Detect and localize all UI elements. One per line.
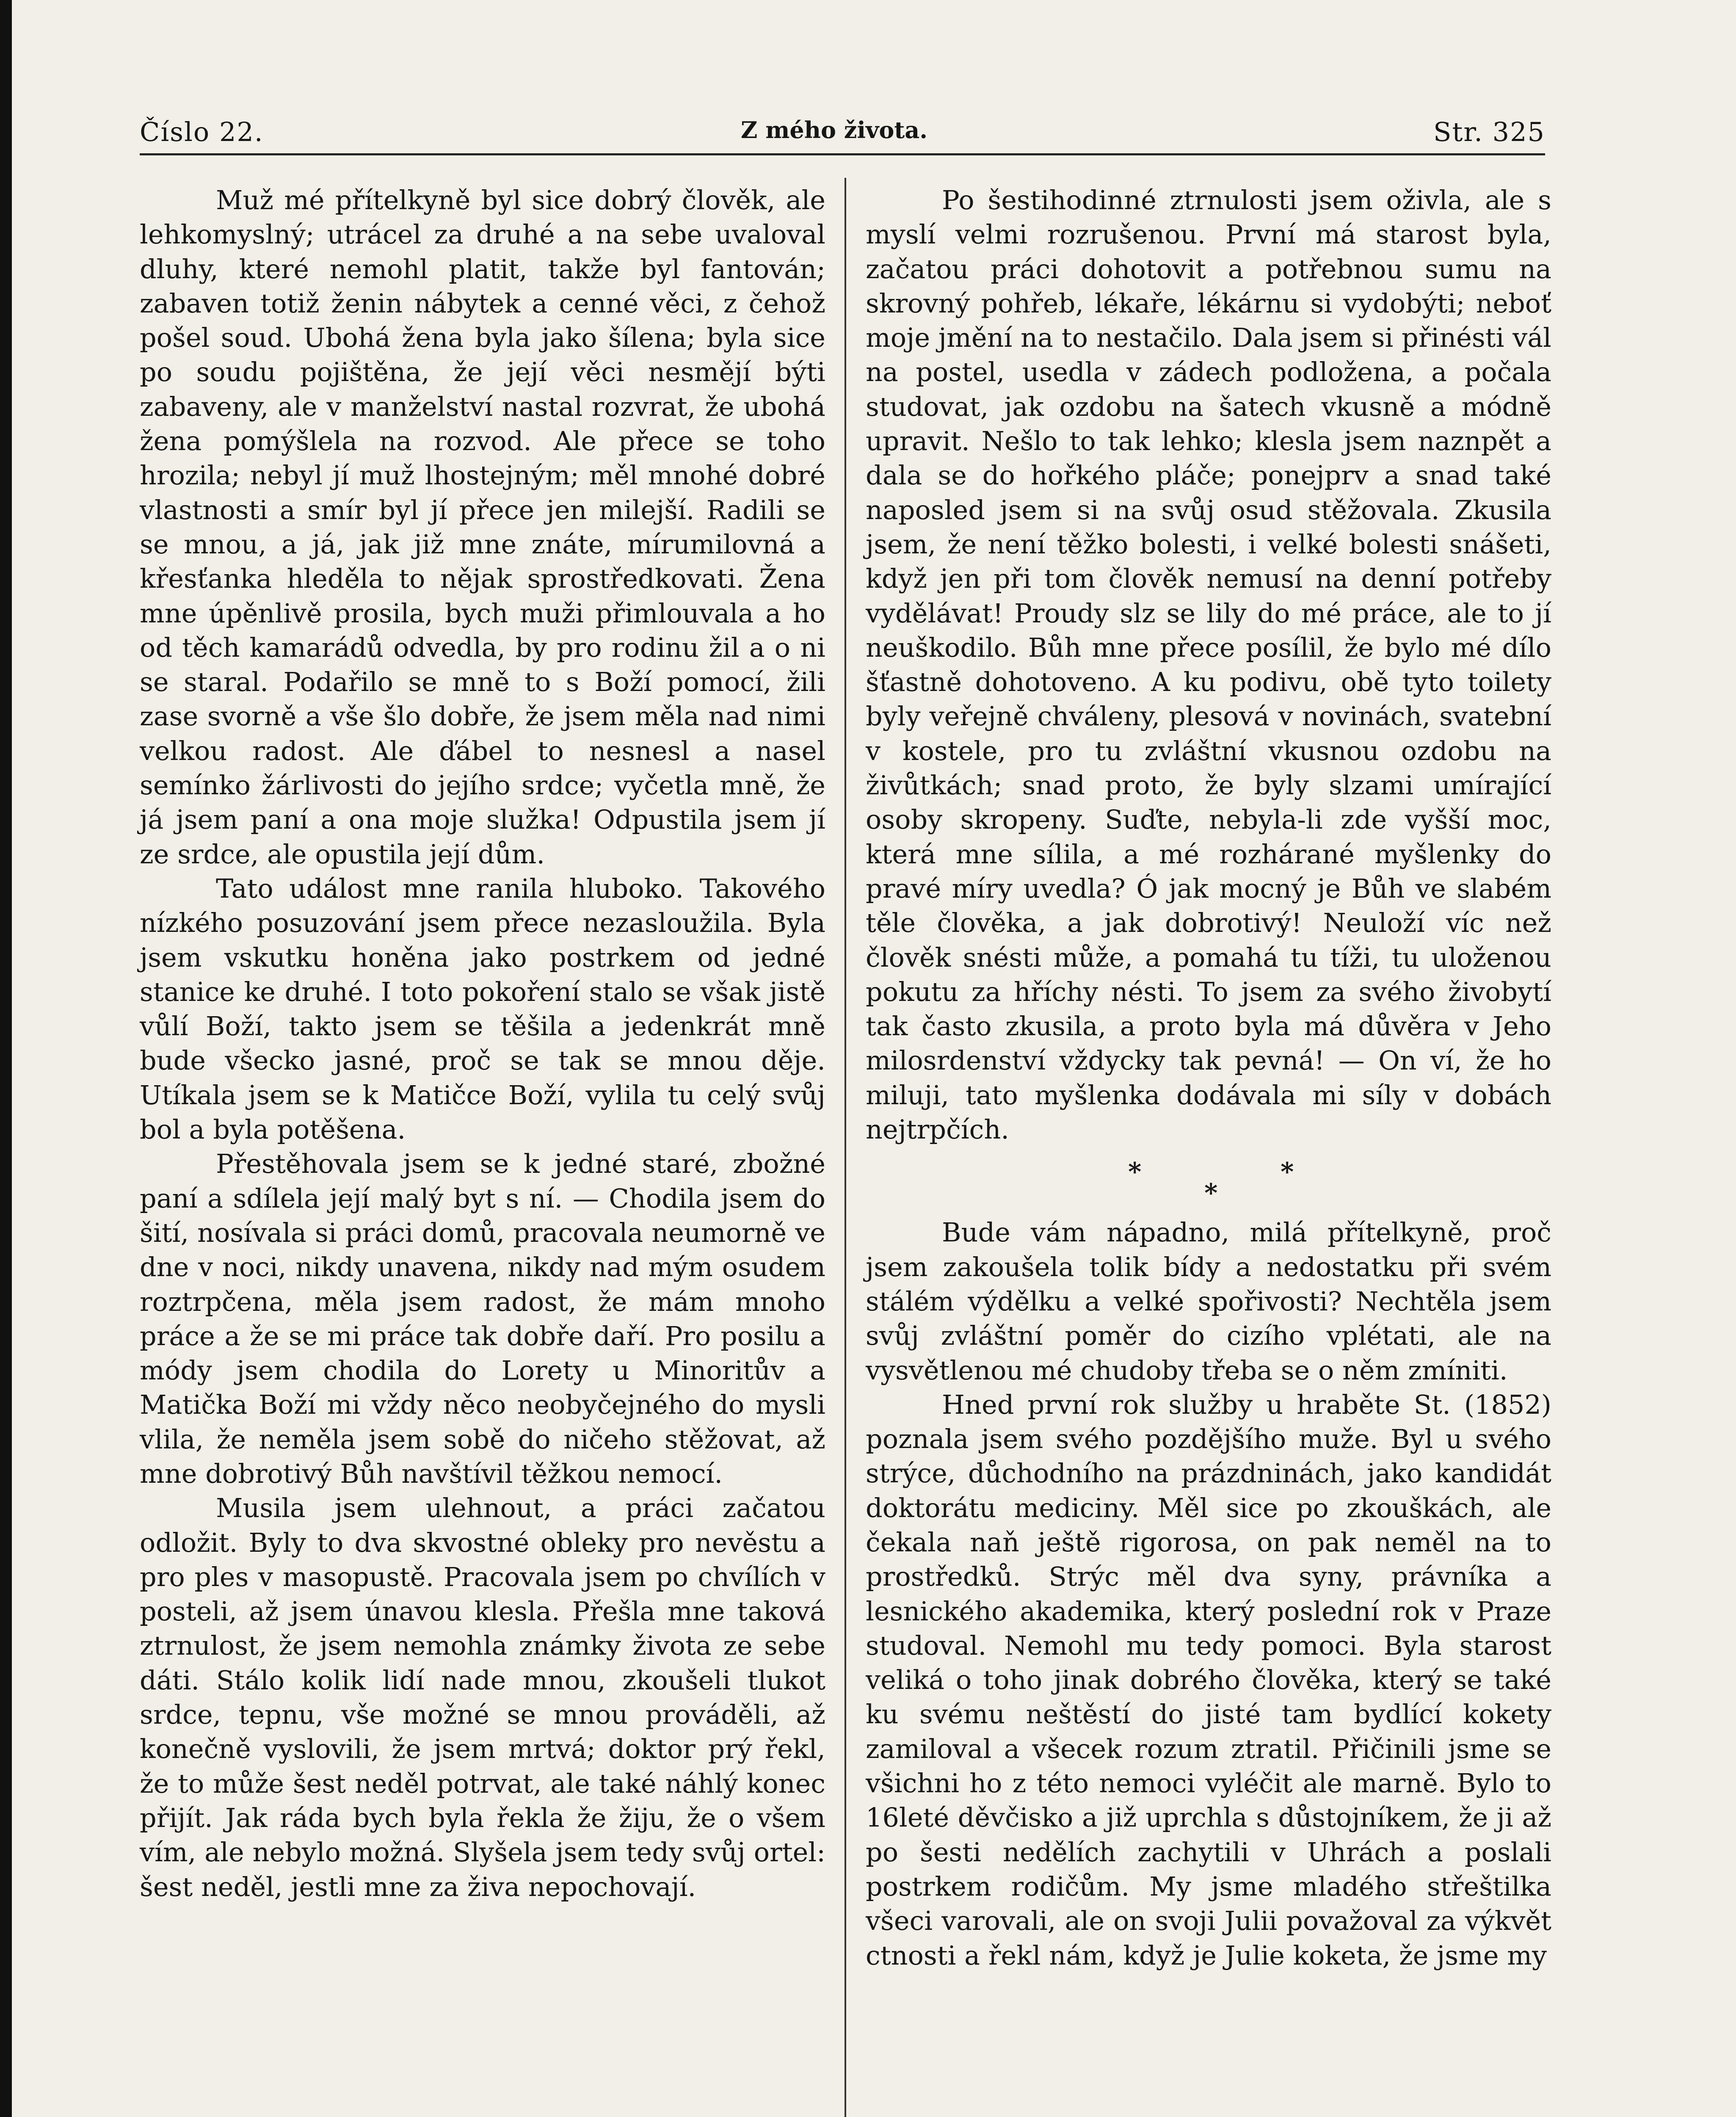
right-column bbox=[866, 183, 1551, 1973]
paragraph: Bude vám nápadno, milá přítelkyně, proč jsem zakoušela tolik bídy a nedostatku při svém stálém výdělku a velké spořivosti? Nechtěla jsem svůj zvláštní poměr do cizího vplétati, ale na vysvětlenou mé chudoby třeba se o něm zmíniti. bbox=[866, 1217, 1551, 1386]
issue-number: Číslo 22. bbox=[140, 116, 264, 147]
left-column bbox=[140, 183, 825, 1904]
page-scan-edge bbox=[0, 0, 12, 2117]
page-number: Str. 325 bbox=[1433, 116, 1545, 147]
paragraph: Po šestihodinné ztrnulosti jsem oživla, ale s myslí velmi rozrušenou. První má starost byla, začatou práci dohotovit a potřebnou sumu na skrovný pohřeb, lékaře, lékárnu si vydobýti; neboť moje jmění na to nestačilo. Dala jsem si přinésti vál na postel, usedla v zádech podložena, a počala studovat, jak ozdobu na šatech vkusně a módně upravit. Nešlo to tak lehko; klesla jsem naznpět a dala se do hořkého pláče; ponejprv a snad také naposled jsem si na svůj osud stěžovala. Zkusila jsem, že není těžko bolesti, i velké bolesti snášeti, když jen při tom člověk nemusí na denní potřeby vydělávat! Proudy slz se lily do mé práce, ale to jí neuškodilo. Bůh mne přece posílil, že bylo mé dílo šťastně dohotoveno. A ku podivu, obě tyto toilety byly veřejně chváleny, plesová v novinách, svatební v kostele, pro tu zvláštní vkusnou ozdobu na živůtkách; snad proto, že byly slzami umírající osoby skropeny. Suďte, nebyla-li zde vyšší moc, která mne sílila, a mé rozhárané myšlenky do pravé míry uvedla? Ó jak mocný je Bůh ve slabém těle člověka, a jak dobrotivý! Neuloží víc než člověk snésti může, a pomahá tu tíži, tu uloženou pokutu za hříchy nésti. To jsem za svého živobytí tak často zkusila, a proto byla má důvěra v Jeho milosrdenství vždycky tak pevná! — On ví, že ho miluji, tato myšlenka dodávala mi síly v dobách nejtrpčích. bbox=[866, 185, 1551, 1145]
section-title: Z mého života. bbox=[741, 116, 928, 144]
separator-asterisk: * bbox=[1281, 1157, 1294, 1187]
running-header bbox=[140, 108, 1545, 159]
paragraph: Přestěhovala jsem se k jedné staré, zbožné paní a sdílela její malý byt s ní. — Chodila jsem do šití, nosívala si práci domů, pracovala neumorně ve dne v noci, nikdy unavena, nikdy nad mým osudem roztrpčena, měla jsem radost, že mám mnoho práce a že se mi práce tak dobře daří. Pro posilu a módy jsem chodila do Lorety u Minoritův a Matička Boží mi vždy něco neobyčejného do mysli vlila, že neměla jsem sobě do ničeho stěžovat, až mne dobrotivý Bůh navštívil těžkou nemocí. bbox=[140, 1148, 825, 1489]
section-separator bbox=[866, 1147, 1551, 1215]
paragraph: Tato událost mne ranila hluboko. Takového nízkého posuzování jsem přece nezasloužila. Byla jsem vskutku honěna jako postrkem od jedné stanice ke druhé. I toto pokoření stalo se však jistě vůlí Boží, takto jsem se těšila a jedenkrát mně bude všecko jasné, proč se tak se mnou děje. Utíkala jsem se k Matičce Boží, vylila tu celý svůj bol a byla potěšena. bbox=[140, 873, 825, 1145]
paragraph: Hned první rok služby u hraběte St. (1852) poznala jsem svého pozdějšího muže. Byl u svého strýce, důchodního na prázdninách, jako kandidát doktorátu mediciny. Měl sice po zkouškách, ale čekala naň ještě rigorosa, on pak neměl na to prostředků. Strýc měl dva syny, právníka a lesnického akademika, který poslední rok v Praze studoval. Nemohl mu tedy pomoci. Byla starost veliká o toho jinak dobrého člověka, který se také ku svému neštěstí do jisté tam bydlící kokety zamiloval a všecek rozum ztratil. Přičinili jsme se všichni ho z této nemoci vyléčit ale marně. Bylo to 16leté děvčisko a již uprchla s důstojníkem, že ji až po šesti nedělích zachytili v Uhrách a poslali postrkem rodičům. My jsme mladého střeštilka všeci varovali, ale on svoji Julii považoval za výkvět ctnosti a řekl nám, když je Julie koketa, že jsme my bbox=[866, 1389, 1551, 1971]
header-rule bbox=[140, 153, 1545, 155]
paragraph: Musila jsem ulehnout, a práci začatou odložit. Byly to dva skvostné obleky pro nevěstu a pro ples v masopustě. Pracovala jsem po chvílích v posteli, až jsem únavou klesla. Přešla mne taková ztrnulost, že jsem nemohla známky života ze sebe dáti. Stálo kolik lidí nade mnou, zkoušeli tlukot srdce, tepnu, vše možné se mnou prováděli, až konečně vyslovili, že jsem mrtvá; doktor prý řekl, že to může šest neděl potrvat, ale také náhlý konec přijít. Jak ráda bych byla řekla že žiju, že o všem vím, ale nebylo možná. Slyšela jsem tedy svůj ortel: šest neděl, jestli mne za živa nepochovají. bbox=[140, 1492, 825, 1902]
paragraph: Muž mé přítelkyně byl sice dobrý člověk, ale lehkomyslný; utrácel za druhé a na sebe uvaloval dluhy, které nemohl platit, takže byl fantován; zabaven totiž ženin nábytek a cenné věci, z čehož pošel soud. Ubohá žena byla jako šílena; byla sice po soudu pojištěna, že její věci nesmějí býti zabaveny, ale v manželství nastal rozvrat, že ubohá žena pomýšlela na rozvod. Ale přece se toho hrozila; nebyl jí muž lhostejným; měl mnohé dobré vlastnosti a smír byl jí přece jen milejší. Radili se se mnou, a já, jak již mne znáte, mírumilovná a křesťanka hleděla to nějak sprostředkovati. Žena mne úpěnlivě prosila, bych muži přimlouvala a ho od těch kamarádů odvedla, by pro rodinu žil a o ni se staral. Podařilo se mně to s Boží pomocí, žili zase svorně a vše šlo dobře, že jsem měla nad nimi velkou radost. Ale ďábel to nesnesl a nasel semínko žárlivosti do jejího srdce; vyčetla mně, že já jsem paní a ona moje služka! Odpustila jsem jí ze srdce, ale opustila její dům. bbox=[140, 185, 825, 870]
separator-asterisk: * bbox=[1128, 1157, 1142, 1187]
separator-asterisk: * bbox=[1204, 1178, 1218, 1208]
column-divider bbox=[845, 178, 846, 2117]
